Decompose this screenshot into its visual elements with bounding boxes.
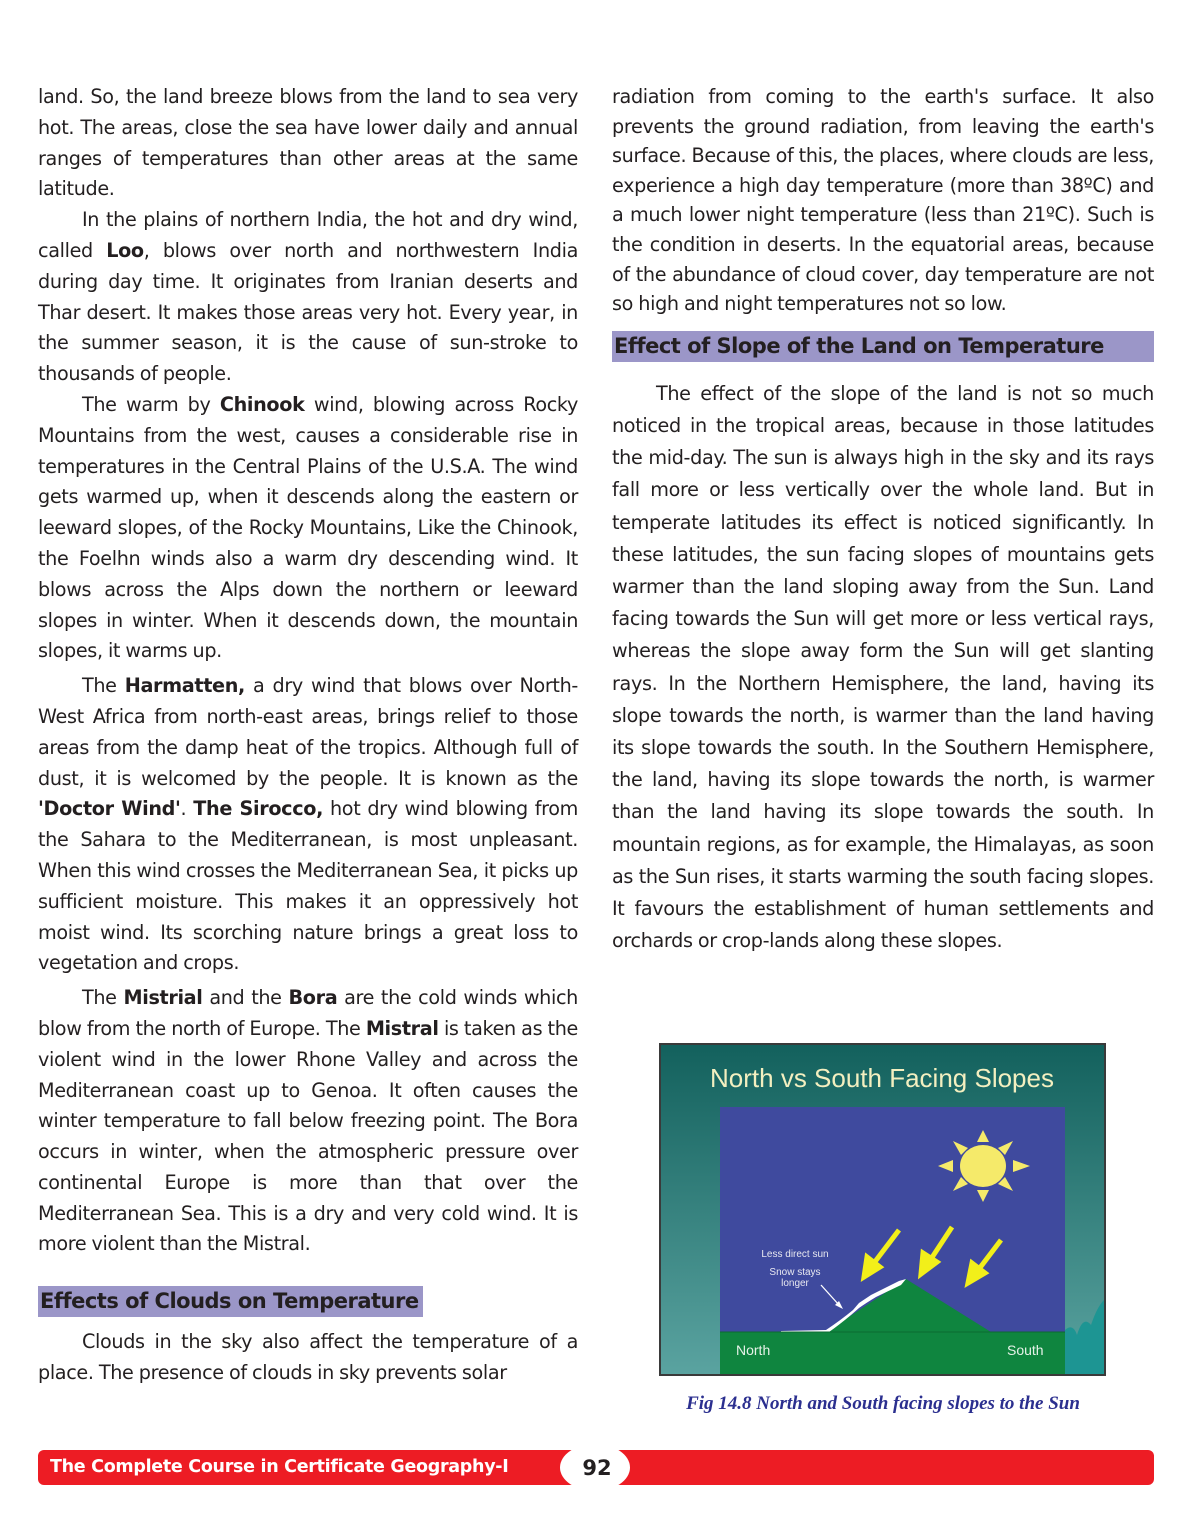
paragraph-mistral-bora (38, 983, 578, 1260)
footer-bar-right (617, 1450, 1154, 1485)
figure-caption: Fig 14.8 North and South facing slopes to the Sun (686, 1393, 1080, 1414)
figure-slopes-diagram (659, 1043, 1106, 1376)
label-snow-stays: Snow stays (769, 1267, 821, 1278)
paragraph-text: The effect of the slope of the land is not so much noticed in the tropical areas, because in those latitudes the mid-day. The sun is always high in the sky and its rays fall more or less vertically over the whole land. But in temperate latitudes its effect is noticed significantly. In these latitudes, the sun facing slopes of mountains gets warmer than the land sloping away from the Sun. Land facing towards the Sun will get more or less vertical rays, whereas the slope away form the Sun will get slanting rays. In the Northern Hemisphere, the land, having its slope towards the north, is warmer than the land having its slope towards the south. In the Southern Hemisphere, the land, having its slope towards the north, is warmer than the land having its slope towards the south. In mountain regions, as for example, the Himalayas, as soon as the Sun rises, it starts warming the south facing slopes. It favours the establishment of human settlements and orchards or crop-lands along these slopes. (612, 381, 1154, 953)
paragraph-text: are the cold winds which blow from the north of Europe. The (38, 986, 578, 1040)
term-mistrial: Mistrial (123, 986, 203, 1010)
term-mistral: Mistral (365, 1016, 439, 1040)
label-less-direct-sun: Less direct sun (761, 1249, 829, 1260)
label-longer: longer (781, 1278, 809, 1289)
paragraph-loo (38, 205, 578, 390)
paragraph-text: a dry wind that blows over North-West Africa from north-east areas, brings relief to those areas from the damp heat of the tropics. Although full of dust, it is welcomed by the people. It is known as the (38, 674, 578, 790)
paragraph-clouds (38, 1327, 578, 1389)
paragraph-text: wind, blowing across Rocky Mountains from the west, causes a considerable rise in temperatures in the Central Plains of the U.S.A. The wind gets warmed up, when it descends along the eastern or leeward slopes, of the Rocky Mountains, Like the Chinook, the Foelhn winds also a warm dry descending wind. It blows across the Alps down the northern or leeward slopes in winter. When it descends down, the mountain slopes, it warms up. (38, 392, 578, 663)
paragraph-slope (612, 378, 1154, 958)
section-heading-clouds: Effects of Clouds on Temperature (38, 1286, 423, 1317)
right-column (612, 82, 1154, 957)
paragraph-text: Clouds in the sky also affect the temperature of a place. The presence of clouds in sky prevents solar (38, 1330, 578, 1385)
paragraph-text: and the (202, 986, 289, 1010)
figure-title: North vs South Facing Slopes (710, 1063, 1054, 1093)
paragraph-text: The (82, 986, 124, 1010)
paragraph-text: The (82, 674, 125, 698)
term-bora: Bora (288, 986, 338, 1010)
label-north: North (736, 1342, 771, 1358)
paragraph-text: In the plains of northern India, the hot and dry wind, called (38, 208, 578, 262)
term-loo: Loo (106, 238, 144, 262)
paragraph-text: land. So, the land breeze blows from the land to sea very hot. The areas, close the sea have lower daily and annual ranges of temperatures than other areas at the same latitude. (38, 85, 578, 201)
paragraph-text: radiation from coming to the earth's surface. It also prevents the ground radiation, from leaving the earth's surface. Because of this, the places, where clouds are less, experience a high day temperature (more than 38ºC) and a much lower night temperature (less than 21ºC). Such is the condition in deserts. In the equatorial areas, because of the abundance of cloud cover, day temperature are not so high and night temperatures not so low. (612, 85, 1154, 316)
paragraph-text: hot dry wind blowing from the Sahara to the Mediterranean, is most unpleasant. When this wind crosses the Mediterranean Sea, it picks up sufficient moisture. This makes it an oppressively hot moist wind. Its scorching nature brings a great loss to vegetation and crops. (38, 797, 579, 975)
page-number: 92 (582, 1456, 612, 1480)
term-harmatten: Harmatten, (124, 674, 245, 698)
label-south: South (1007, 1342, 1044, 1358)
section-heading-slope: Effect of Slope of the Land on Temperature (612, 331, 1154, 362)
term-chinook: Chinook (219, 392, 305, 416)
paragraph-cloud-radiation (612, 82, 1154, 319)
paragraph-text: , blows over north and northwestern India during day time. It originates from Iranian deserts and Thar desert. It makes those areas very hot. Every year, in the summer season, it is the cause of sun-stroke to thousands of people. (38, 238, 578, 386)
left-column (38, 82, 578, 1389)
term-doctor-wind: 'Doctor Wind' (38, 797, 181, 821)
paragraph-harmatten (38, 671, 578, 979)
paragraph-chinook (38, 390, 578, 667)
slopes-illustration (661, 1045, 1104, 1374)
paragraph-text: is taken as the violent wind in the lower Rhone Valley and across the Mediterranean coast up to Genoa. It often causes the winter temperature to fall below freezing point. The Bora occurs in winter, when the atmospheric pressure over continental Europe is more than that over the Mediterranean Sea. This is a dry and very cold wind. It is more violent than the Mistral. (38, 1016, 578, 1256)
footer-book-title: The Complete Course in Certificate Geography-I (50, 1457, 509, 1477)
paragraph-text: The warm by (82, 392, 220, 416)
term-sirocco: The Sirocco, (193, 797, 324, 821)
paragraph-text: . (180, 797, 194, 821)
paragraph-land-breeze (38, 82, 578, 205)
